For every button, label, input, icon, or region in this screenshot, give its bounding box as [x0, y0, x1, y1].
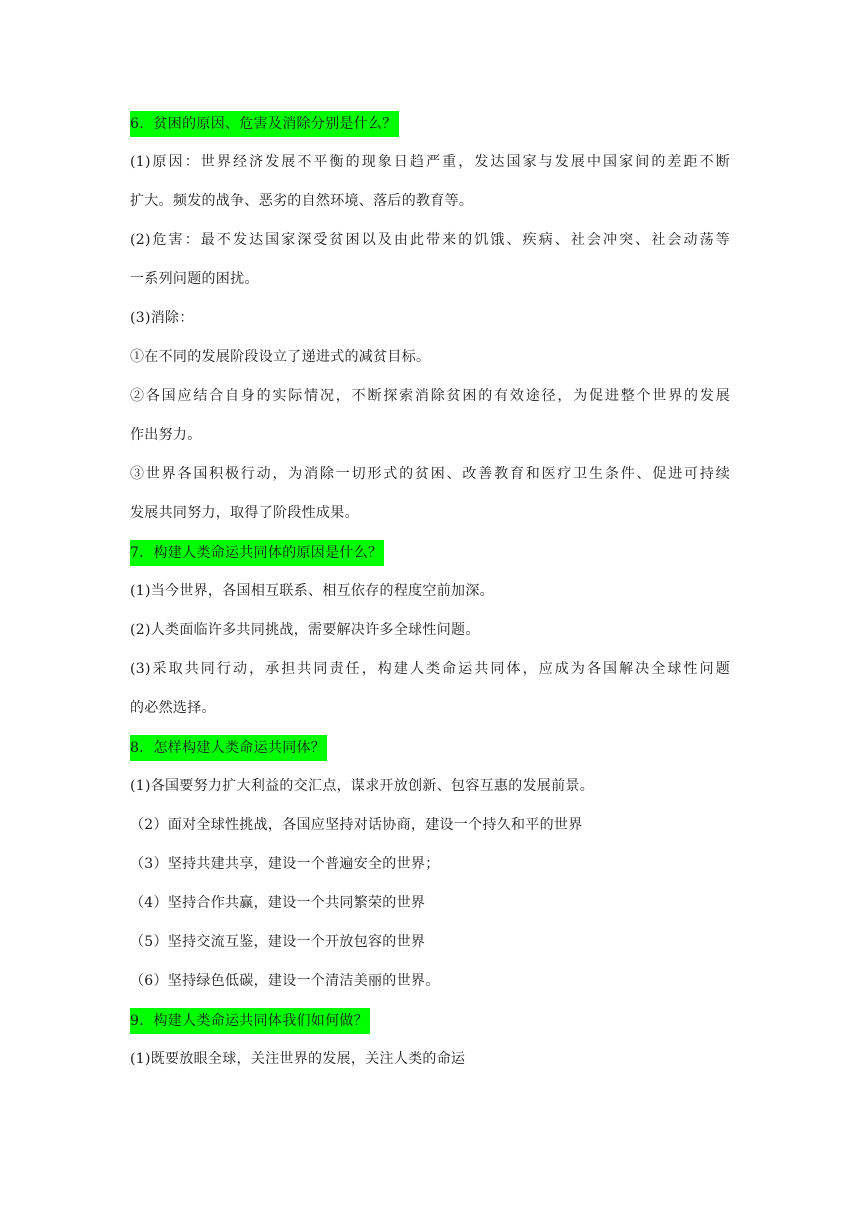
paragraph-line: （3）坚持共建共享，建设一个普遍安全的世界； [130, 856, 440, 872]
paragraph-line: (1)既要放眼全球，关注世界的发展，关注人类的命运 [130, 1051, 466, 1067]
section-7-heading-row [130, 533, 730, 572]
paragraph-line: (3)采取共同行动，承担共同责任，构建人类命运共同体，应成为各国解决全球性问题 [130, 661, 730, 677]
document-page [130, 104, 730, 1079]
paragraph-line: (2)人类面临许多共同挑战，需要解决许多全球性问题。 [130, 622, 480, 638]
paragraph-line: （2）面对全球性挑战，各国应坚持对话协商，建设一个持久和平的世界 [130, 817, 583, 833]
paragraph-line: (1)当今世界，各国相互联系、相互依存的程度空前加深。 [130, 583, 494, 599]
section-heading: 6．贫困的原因、危害及消除分别是什么？ [130, 111, 399, 137]
paragraph-line: （5）坚持交流互鉴，建设一个开放包容的世界 [130, 934, 426, 950]
paragraph-line: (3)消除： [130, 310, 194, 326]
section-heading: 9．构建人类命运共同体我们如何做？ [130, 1008, 370, 1034]
paragraph-line: 的必然选择。 [130, 700, 216, 716]
paragraph-line: 发展共同努力，取得了阶段性成果。 [130, 505, 359, 521]
paragraph-line: （4）坚持合作共赢，建设一个共同繁荣的世界 [130, 895, 426, 911]
paragraph-line: (1)各国要努力扩大利益的交汇点，谋求开放创新、包容互惠的发展前景。 [130, 778, 595, 794]
paragraph-line: 作出努力。 [130, 427, 202, 443]
paragraph-line: （6）坚持绿色低碳，建设一个清洁美丽的世界。 [130, 973, 440, 989]
section-heading: 7．构建人类命运共同体的原因是什么？ [130, 540, 384, 566]
paragraph-line: (2)危害：最不发达国家深受贫困以及由此带来的饥饿、疾病、社会冲突、社会动荡等 [130, 232, 730, 248]
paragraph-line: ③世界各国积极行动，为消除一切形式的贫困、改善教育和医疗卫生条件、促进可持续 [130, 466, 730, 482]
paragraph-line: ①在不同的发展阶段设立了递进式的减贫目标。 [130, 349, 431, 365]
section-9-heading-row [130, 1001, 730, 1040]
paragraph-line: (1)原因：世界经济发展不平衡的现象日趋严重，发达国家与发展中国家间的差距不断 [130, 154, 730, 170]
paragraph-line: ②各国应结合自身的实际情况，不断探索消除贫困的有效途径，为促进整个世界的发展 [130, 388, 730, 404]
paragraph-line: 扩大。频发的战争、恶劣的自然环境、落后的教育等。 [130, 193, 474, 209]
paragraph-line: 一系列问题的困扰。 [130, 271, 259, 287]
section-6-heading-row [130, 104, 730, 143]
section-heading: 8．怎样构建人类命运共同体？ [130, 735, 327, 761]
section-8-heading-row [130, 728, 730, 767]
